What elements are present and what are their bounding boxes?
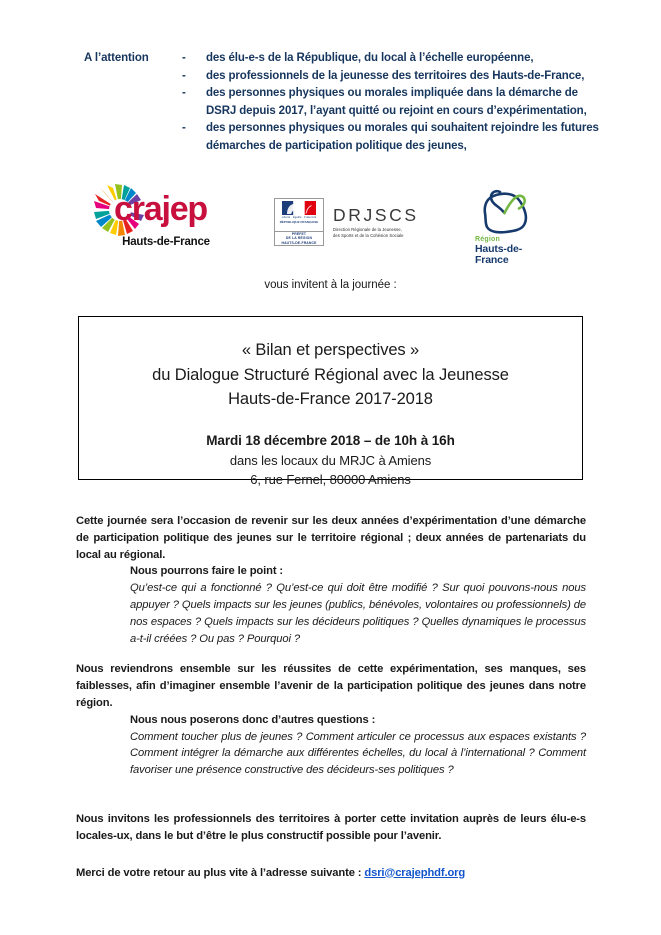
attention-item <box>182 50 604 68</box>
attention-item-text: des personnes physiques ou morales qui souhaitent rejoindre les futures démarches de participation politique des jeunes, <box>206 122 599 152</box>
crajep-subtitle: Hauts-de-France <box>122 236 210 248</box>
marianne-flag-block <box>275 199 323 232</box>
spacer <box>76 845 586 865</box>
attention-item-text: des professionnels de la jeunesse des territoires des Hauts-de-France, <box>206 69 585 82</box>
crajep-wordmark-c: c <box>114 190 132 228</box>
region-word-line-2: Hauts-de-France <box>475 243 523 266</box>
event-title-box <box>78 316 583 487</box>
crajep-wordmark-rest: rajep <box>131 190 207 228</box>
paragraph-3: Nous invitons les professionnels des territoires à porter cette invitation auprès de leurs élu-e-s locales-ux, dans le but d’être le plus constructif possible pour l’avenir. <box>76 812 586 842</box>
attention-item <box>182 68 604 86</box>
closing-prefix: Merci de votre retour au plus vite à l’adresse suivante : <box>76 866 365 879</box>
drjscs-subtitle-line-2: des Sports et de la Cohésion Sociale <box>333 232 404 238</box>
body-text <box>76 513 586 881</box>
event-title <box>79 338 582 412</box>
closing-line <box>76 865 586 882</box>
region-map-heart-icon <box>476 186 538 236</box>
prefet-line-2: DE LA RÉGION <box>285 236 313 241</box>
crajep-wordmark <box>114 189 224 231</box>
paragraph-2: Nous reviendrons ensemble sur les réussites de cette expérimentation, ses manques, ses faiblesses, afin d’imaginer ensemble l’avenir de la participation politique des jeunes dans notre région. <box>76 663 586 709</box>
attention-item-text: des élu-e-s de la République, du local à l’échelle européenne, <box>206 52 534 64</box>
dash-bullet-icon: - <box>182 87 186 99</box>
contact-email-link[interactable]: dsri@crajephdf.org <box>364 866 466 879</box>
drjscs-text-block <box>333 206 419 238</box>
prefet-line-3: HAUTS-DE-FRANCE <box>281 240 317 245</box>
event-venue: dans les locaux du MRJC à Amiens <box>229 452 432 468</box>
prefet-block <box>275 232 323 245</box>
drjscs-title: DRJSCS <box>333 204 419 225</box>
attention-item <box>182 85 604 120</box>
drjscs-subtitle-line-1: Direction Régionale de la Jeunesse, <box>333 226 402 232</box>
attention-item-text: des personnes physiques ou morales impliquée dans la démarche de DSRJ depuis 2017, l’ayant quitté ou rejoint en cours d’expérimentation, <box>206 87 587 117</box>
questions-1: Qu’est-ce qui a fonctionné ? Qu’est-ce qui doit être modifié ? Sur quoi pouvons-nous nous appuyer ? Quels impacts sur les jeunes (publics, bénévoles, volontaires ou professionnels) de nos espaces ? Quels impacts sur les décideurs politiques ? Quelles dynamiques le processus a-t-il créées ? Ou pas ? Pourquoi ? <box>130 582 586 645</box>
french-flag-icon <box>282 201 316 215</box>
dash-bullet-icon: - <box>182 69 186 82</box>
logo-region-hauts-de-france <box>472 186 550 266</box>
attention-list <box>182 50 604 155</box>
republique-francaise-emblem <box>274 198 324 246</box>
logo-crajep <box>92 182 227 260</box>
attention-label: A l’attention <box>84 52 149 64</box>
prefet-line-1: PRÉFET <box>291 232 307 237</box>
attention-item <box>182 120 604 155</box>
attention-block <box>84 50 604 155</box>
logo-drjscs <box>274 196 420 248</box>
questions-2: Comment toucher plus de jeunes ? Comment articuler ce processus aux espaces existants ? Comment intégrer la démarche aux différentes échelles, du local à l’international ? Comment favoriser une présence constructive des décideurs-ses politiques ? <box>130 730 586 777</box>
spacer <box>76 647 586 661</box>
dash-bullet-icon: - <box>182 122 186 134</box>
invite-line: vous invitent à la journée : <box>264 279 397 291</box>
region-wordmark <box>475 236 553 266</box>
event-address: 6, rue Fernel, 80000 Amiens <box>250 472 411 487</box>
region-word-line-1: Région <box>475 236 500 243</box>
paragraph-1: Cette journée sera l’occasion de revenir sur les deux années d’expérimentation d’une démarche de participation politique des jeunes sur le territoire régional ; deux années de partenariats du local au régional. <box>76 515 586 561</box>
event-title-line-3: Hauts-de-France 2017-2018 <box>228 390 433 408</box>
dash-bullet-icon: - <box>182 52 186 64</box>
spacer <box>76 779 586 811</box>
logo-strip <box>0 182 661 266</box>
intro-questions-1: Nous pourrons faire le point : <box>130 565 284 578</box>
intro-questions-2: Nous nous poserons donc d’autres questions : <box>130 713 376 726</box>
event-date: Mardi 18 décembre 2018 – de 10h à 16h <box>206 432 455 448</box>
republique-text: RÉPUBLIQUE FRANÇAISE <box>279 219 319 224</box>
devise-text: Liberté · Égalité · Fraternité <box>281 216 317 219</box>
event-title-line-2: du Dialogue Structuré Régional avec la Jeunesse <box>152 365 509 384</box>
event-title-line-1: « Bilan et perspectives » <box>241 341 420 359</box>
drjscs-subtitle <box>333 227 419 238</box>
